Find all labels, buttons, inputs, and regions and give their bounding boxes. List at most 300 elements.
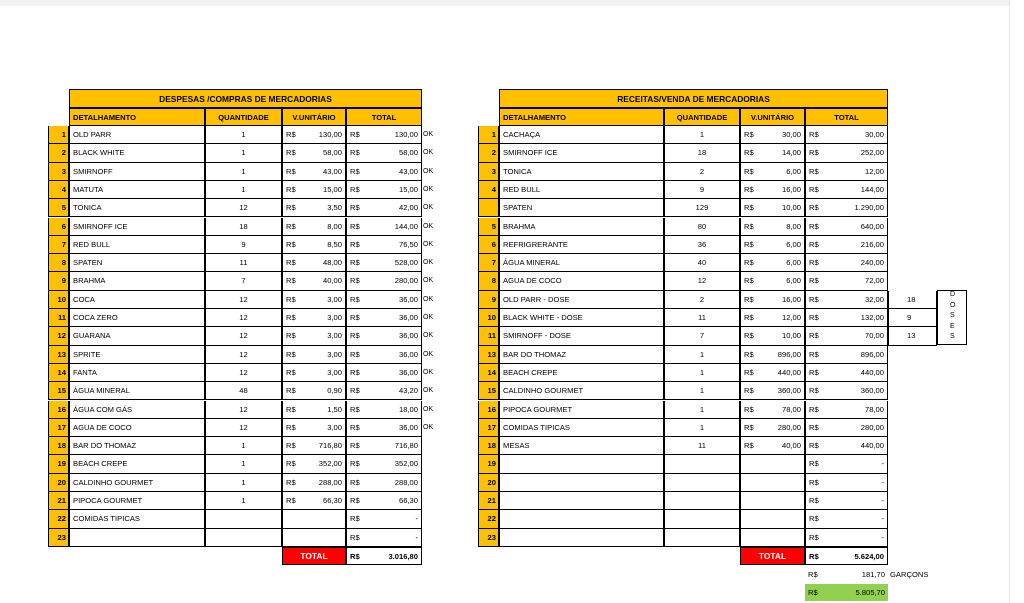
row-total-value: 896,00 [860, 349, 884, 359]
row-unit-value: 6,00 [786, 258, 801, 268]
table-row [0, 199, 970, 217]
row-number: 8 [478, 272, 499, 290]
row-ok-mark: OK [423, 149, 434, 157]
row-total-cell [805, 382, 888, 400]
row-unit-value: 440,00 [777, 367, 801, 377]
expenses-total-label: TOTAL [282, 547, 346, 565]
row-detail: TONICA [499, 163, 664, 181]
revenue-total-value: 5.624,00 [854, 552, 884, 561]
row-total-value: 12,00 [864, 166, 884, 176]
row-total-value: - [881, 496, 884, 505]
row-total-currency: R$ [809, 166, 819, 176]
row-unit-currency: R$ [286, 130, 296, 139]
row-number: 4 [48, 181, 69, 199]
row-total-currency: R$ [809, 349, 819, 359]
row-unit-value: 352,00 [318, 459, 342, 469]
row-unit-value: 896,00 [777, 349, 801, 359]
row-unit-currency: R$ [286, 313, 296, 322]
row-detail: ÁGUA MINERAL [499, 254, 664, 272]
table-row [0, 126, 970, 144]
row-total-cell [805, 218, 888, 236]
row-number: 16 [48, 401, 69, 419]
row-qty: 11 [664, 309, 740, 327]
row-qty: 12 [205, 199, 282, 217]
row-unit-cell [740, 382, 805, 400]
row-total-value: 76,50 [398, 239, 418, 249]
row-unit-value: 40,00 [322, 276, 342, 286]
waiters-label: GARÇONS [890, 570, 929, 579]
row-total-cell [805, 291, 888, 309]
row-total-value: 36,00 [398, 331, 418, 341]
row-unit-cell [740, 309, 805, 327]
row-qty: 1 [205, 474, 282, 492]
row-total-currency: R$ [350, 459, 360, 469]
row-total-currency: R$ [809, 514, 819, 524]
row-unit-currency: R$ [744, 276, 754, 286]
row-total-currency: R$ [350, 294, 360, 304]
waiters-row [805, 566, 945, 583]
row-total-currency: R$ [809, 184, 819, 194]
table-row [0, 419, 970, 437]
row-unit-value: 40,00 [781, 441, 801, 451]
row-total-cell [805, 474, 888, 492]
row-detail: ÁGUA MINERAL [69, 382, 205, 400]
row-number: 11 [478, 327, 499, 345]
row-total-cell [805, 455, 888, 473]
row-number: 10 [478, 309, 499, 327]
expenses-header-unit: V.UNITÁRIO [282, 108, 346, 126]
row-number: 9 [478, 291, 499, 309]
row-unit-value: 288,00 [318, 477, 342, 487]
revenue-header-qty: QUANTIDADE [664, 108, 740, 126]
table-row [0, 236, 970, 254]
row-detail [499, 455, 664, 473]
doses-letter: D [950, 291, 956, 298]
row-unit-currency: R$ [744, 130, 754, 139]
row-detail: BRAHMA [69, 272, 205, 290]
scrollbar-track[interactable] [1009, 0, 1024, 603]
row-number: 14 [478, 364, 499, 382]
table-row [0, 163, 970, 181]
row-unit-cell [740, 401, 805, 419]
row-qty: 1 [205, 437, 282, 455]
row-total-cell [805, 126, 888, 144]
row-number: 16 [478, 401, 499, 419]
row-total-currency: R$ [809, 221, 819, 231]
row-unit-cell [740, 529, 805, 547]
row-unit-currency: R$ [286, 239, 296, 249]
row-unit-currency: R$ [286, 386, 296, 396]
row-unit-value: 58,00 [322, 148, 342, 158]
row-ok-mark: OK [423, 277, 434, 285]
row-total-currency: R$ [350, 276, 360, 286]
row-number: 19 [478, 455, 499, 473]
row-unit-value: 716,80 [318, 441, 342, 451]
row-total-currency: R$ [350, 221, 360, 231]
row-detail [499, 510, 664, 528]
row-unit-value: 3,00 [327, 294, 342, 304]
row-total-cell [805, 529, 888, 547]
row-number: 15 [48, 382, 69, 400]
row-number: 22 [478, 510, 499, 528]
row-qty: 1 [664, 364, 740, 382]
row-ok-mark: OK [423, 423, 434, 431]
row-number: 11 [48, 309, 69, 327]
row-qty: 12 [205, 291, 282, 309]
row-total-currency: R$ [350, 367, 360, 377]
revenue-header-total: TOTAL [805, 108, 888, 126]
expenses-total-value: 3.016,80 [388, 552, 418, 561]
row-unit-currency: R$ [286, 166, 296, 176]
row-detail: PIPOCA GOURMET [69, 492, 205, 510]
row-detail: SMIRNOFF [69, 163, 205, 181]
table-row [0, 254, 970, 272]
row-unit-cell [740, 272, 805, 290]
row-unit-cell [740, 364, 805, 382]
row-dose-count: 13 [888, 327, 937, 345]
row-total-currency: R$ [809, 404, 819, 414]
row-unit-currency: R$ [286, 367, 296, 377]
grand-total-box [805, 584, 888, 601]
row-total-value: 42,00 [398, 203, 418, 213]
row-detail: SPATEN [499, 199, 664, 217]
row-total-value: - [881, 459, 884, 469]
doses-letter: S [950, 333, 955, 340]
row-unit-value: 10,00 [781, 331, 801, 341]
row-total-currency: R$ [809, 258, 819, 268]
row-unit-cell [740, 474, 805, 492]
row-total-currency: R$ [809, 313, 819, 322]
row-qty: 7 [664, 327, 740, 345]
row-number: 18 [478, 437, 499, 455]
row-detail: CALDINHO GOURMET [69, 474, 205, 492]
row-number: 23 [48, 529, 69, 547]
row-total-cell [805, 181, 888, 199]
row-total-value: 36,00 [398, 422, 418, 432]
row-detail: RED BULL [499, 181, 664, 199]
row-unit-cell [740, 437, 805, 455]
revenue-title: RECEITAS/VENDA DE MERCADORIAS [499, 89, 888, 108]
row-unit-currency: R$ [286, 477, 296, 487]
row-number: 10 [48, 291, 69, 309]
row-qty: 1 [205, 163, 282, 181]
row-total-value: 18,00 [398, 404, 418, 414]
row-qty: 18 [205, 218, 282, 236]
row-detail: PIPOCA GOURMET [499, 401, 664, 419]
row-ok-mark: OK [423, 167, 434, 175]
row-number: 22 [48, 510, 69, 528]
row-total-cell [805, 346, 888, 364]
row-unit-cell [740, 218, 805, 236]
table-row [0, 474, 970, 492]
row-ok-mark: OK [423, 131, 434, 138]
row-unit-currency: R$ [286, 459, 296, 469]
row-unit-currency: R$ [744, 441, 754, 451]
row-qty [664, 492, 740, 510]
row-qty: 12 [205, 346, 282, 364]
row-unit-cell [740, 327, 805, 345]
revenue-header-unit: V.UNITÁRIO [740, 108, 805, 126]
page-top-bar [0, 0, 1024, 6]
row-unit-currency: R$ [744, 367, 754, 377]
expenses-header-qty: QUANTIDADE [205, 108, 282, 126]
row-detail: MESAS [499, 437, 664, 455]
row-detail: SPATEN [69, 254, 205, 272]
row-detail: BEACH CREPE [499, 364, 664, 382]
row-total-value: 360,00 [860, 386, 884, 396]
row-number: 7 [48, 236, 69, 254]
row-total-currency: R$ [809, 532, 819, 542]
row-total-value: 216,00 [860, 239, 884, 249]
row-unit-cell [740, 163, 805, 181]
row-qty: 12 [205, 364, 282, 382]
row-unit-currency: R$ [286, 404, 296, 414]
row-unit-currency: R$ [744, 221, 754, 231]
row-detail: ÁGUA COM GÁS [69, 401, 205, 419]
row-qty: 1 [664, 126, 740, 144]
row-unit-currency: R$ [744, 349, 754, 359]
row-qty: 1 [664, 346, 740, 364]
row-detail [499, 492, 664, 510]
row-detail: SPRITE [69, 346, 205, 364]
row-total-currency: R$ [350, 514, 360, 524]
row-detail: MATUTA [69, 181, 205, 199]
row-total-cell [805, 236, 888, 254]
row-unit-value: 15,00 [322, 184, 342, 194]
row-detail: TONICA [69, 199, 205, 217]
row-qty: 1 [205, 144, 282, 162]
revenue-total-box [805, 547, 888, 565]
row-number: 3 [478, 163, 499, 181]
row-total-cell [805, 144, 888, 162]
row-number: 23 [478, 529, 499, 547]
row-detail: BAR DO THOMAZ [499, 346, 664, 364]
row-detail: OLD PARR - DOSE [499, 291, 664, 309]
row-number: 2 [48, 144, 69, 162]
row-unit-cell [740, 455, 805, 473]
row-detail: CALDINHO GOURMET [499, 382, 664, 400]
row-total-value: 72,00 [864, 276, 884, 286]
row-qty: 129 [664, 199, 740, 217]
row-total-currency: R$ [809, 148, 819, 158]
row-total-cell [805, 272, 888, 290]
row-total-currency: R$ [809, 331, 819, 341]
row-number: 7 [478, 254, 499, 272]
table-row [0, 401, 970, 419]
row-ok-mark: OK [423, 204, 434, 212]
row-qty: 40 [664, 254, 740, 272]
row-qty: 2 [664, 291, 740, 309]
row-total-currency: R$ [350, 422, 360, 432]
row-total-value: 32,00 [864, 294, 884, 304]
row-total-value: - [881, 477, 884, 487]
table-row [0, 382, 970, 400]
row-unit-currency: R$ [744, 203, 754, 213]
row-unit-value: 10,00 [781, 203, 801, 213]
row-dose-count: 18 [888, 291, 937, 309]
row-detail: BLACK WHITE - DOSE [499, 309, 664, 327]
row-total-currency: R$ [350, 477, 360, 487]
row-unit-value: 48,00 [322, 258, 342, 268]
row-unit-value: 6,00 [786, 276, 801, 286]
row-ok-mark: OK [423, 368, 434, 376]
waiters-currency: R$ [808, 570, 818, 579]
row-unit-cell [740, 144, 805, 162]
waiters-value: 181,70 [861, 570, 885, 579]
row-total-value: 78,00 [864, 404, 884, 414]
row-unit-currency: R$ [286, 276, 296, 286]
row-total-cell [805, 401, 888, 419]
table-row [0, 309, 970, 327]
row-unit-cell [740, 254, 805, 272]
row-qty: 12 [664, 272, 740, 290]
row-unit-value: 3,00 [327, 349, 342, 359]
table-row [0, 437, 970, 455]
row-unit-cell [740, 510, 805, 528]
row-total-value: - [881, 532, 884, 542]
row-total-currency: R$ [809, 477, 819, 487]
row-dose-count: 9 [888, 309, 937, 327]
row-total-currency: R$ [809, 294, 819, 304]
row-number: 20 [478, 474, 499, 492]
row-total-value: 43,20 [398, 386, 418, 396]
row-unit-value: 78,00 [781, 404, 801, 414]
row-qty: 12 [205, 327, 282, 345]
row-unit-currency: R$ [744, 386, 754, 396]
row-detail: REFRIGRERANTE [499, 236, 664, 254]
row-number: 1 [478, 126, 499, 144]
row-unit-value: 3,00 [327, 313, 342, 322]
row-total-value: 36,00 [398, 294, 418, 304]
row-detail [499, 529, 664, 547]
row-total-currency: R$ [350, 386, 360, 396]
row-total-value: 240,00 [860, 258, 884, 268]
row-number: 15 [478, 382, 499, 400]
row-number: 6 [478, 236, 499, 254]
table-row [0, 346, 970, 364]
row-qty [664, 455, 740, 473]
row-qty [664, 510, 740, 528]
row-qty: 1 [205, 126, 282, 144]
row-unit-currency: R$ [286, 221, 296, 231]
row-ok-mark: OK [423, 405, 434, 413]
row-number: 8 [48, 254, 69, 272]
row-total-cell [805, 510, 888, 528]
row-detail: OLD PARR [69, 126, 205, 144]
row-unit-value: 3,00 [327, 367, 342, 377]
row-qty [664, 474, 740, 492]
row-number: 3 [48, 163, 69, 181]
table-row [0, 181, 970, 199]
row-total-currency: R$ [350, 331, 360, 341]
row-unit-currency: R$ [744, 422, 754, 432]
row-unit-currency: R$ [286, 203, 296, 213]
row-qty: 1 [664, 419, 740, 437]
row-total-value: 288,00 [394, 477, 418, 487]
row-unit-currency: R$ [286, 496, 296, 505]
row-total-value: 144,00 [394, 221, 418, 231]
row-qty: 1 [205, 181, 282, 199]
row-unit-value: 6,00 [786, 166, 801, 176]
row-total-value: 280,00 [394, 276, 418, 286]
row-total-cell [805, 163, 888, 181]
row-detail: GUARANA [69, 327, 205, 345]
row-total-value: 36,00 [398, 367, 418, 377]
row-total-currency: R$ [350, 258, 360, 268]
row-qty: 7 [205, 272, 282, 290]
row-total-value: 716,80 [394, 441, 418, 451]
row-number: 13 [478, 346, 499, 364]
row-total-currency: R$ [809, 422, 819, 432]
row-detail: SMIRNOFF ICE [69, 218, 205, 236]
row-total-currency: R$ [350, 239, 360, 249]
row-total-currency: R$ [809, 496, 819, 505]
row-detail: COCA ZERO [69, 309, 205, 327]
row-total-value: 640,00 [860, 221, 884, 231]
row-ok-mark: OK [423, 332, 434, 340]
row-detail: COCA [69, 291, 205, 309]
revenue-header-detail: DETALHAMENTO [499, 108, 664, 126]
row-unit-value: 1,50 [327, 404, 342, 414]
row-ok-mark: OK [423, 185, 434, 193]
row-qty: 1 [664, 401, 740, 419]
row-unit-currency: R$ [286, 441, 296, 451]
row-total-currency: R$ [350, 496, 360, 505]
row-unit-value: 0,90 [327, 386, 342, 396]
row-ok-mark: OK [423, 314, 434, 321]
row-total-value: 58,00 [398, 148, 418, 158]
row-number: 20 [48, 474, 69, 492]
row-detail: BAR DO THOMAZ [69, 437, 205, 455]
row-total-currency: R$ [809, 130, 819, 139]
row-qty: 12 [205, 419, 282, 437]
expenses-total-box [346, 547, 422, 565]
row-qty: 12 [205, 309, 282, 327]
row-total-cell [805, 437, 888, 455]
row-unit-currency: R$ [286, 148, 296, 158]
row-total-value: 352,00 [394, 459, 418, 469]
row-unit-currency: R$ [744, 148, 754, 158]
row-qty: 80 [664, 218, 740, 236]
row-number: 9 [48, 272, 69, 290]
table-row [0, 492, 970, 510]
row-detail: SMIRNOFF ICE [499, 144, 664, 162]
row-unit-value: 30,00 [781, 130, 801, 139]
row-total-cell [805, 254, 888, 272]
row-unit-value: 16,00 [781, 184, 801, 194]
row-unit-value: 66,30 [322, 496, 342, 505]
table-row [0, 364, 970, 382]
row-unit-value: 3,00 [327, 331, 342, 341]
row-detail: RED BULL [69, 236, 205, 254]
row-total-value: 36,00 [398, 313, 418, 322]
table-row [0, 291, 970, 309]
row-ok-mark: OK [423, 350, 434, 358]
row-total-currency: R$ [350, 441, 360, 451]
row-number: 2 [478, 144, 499, 162]
row-qty: 48 [205, 382, 282, 400]
row-total-value: 252,00 [860, 148, 884, 158]
row-total-currency: R$ [809, 367, 819, 377]
row-total-currency: R$ [809, 239, 819, 249]
row-qty: 1 [664, 382, 740, 400]
row-number: 17 [478, 419, 499, 437]
row-number: 5 [478, 218, 499, 236]
row-number: 17 [48, 419, 69, 437]
row-qty: 1 [205, 455, 282, 473]
row-unit-value: 16,00 [781, 294, 801, 304]
row-ok-mark: OK [423, 259, 434, 267]
